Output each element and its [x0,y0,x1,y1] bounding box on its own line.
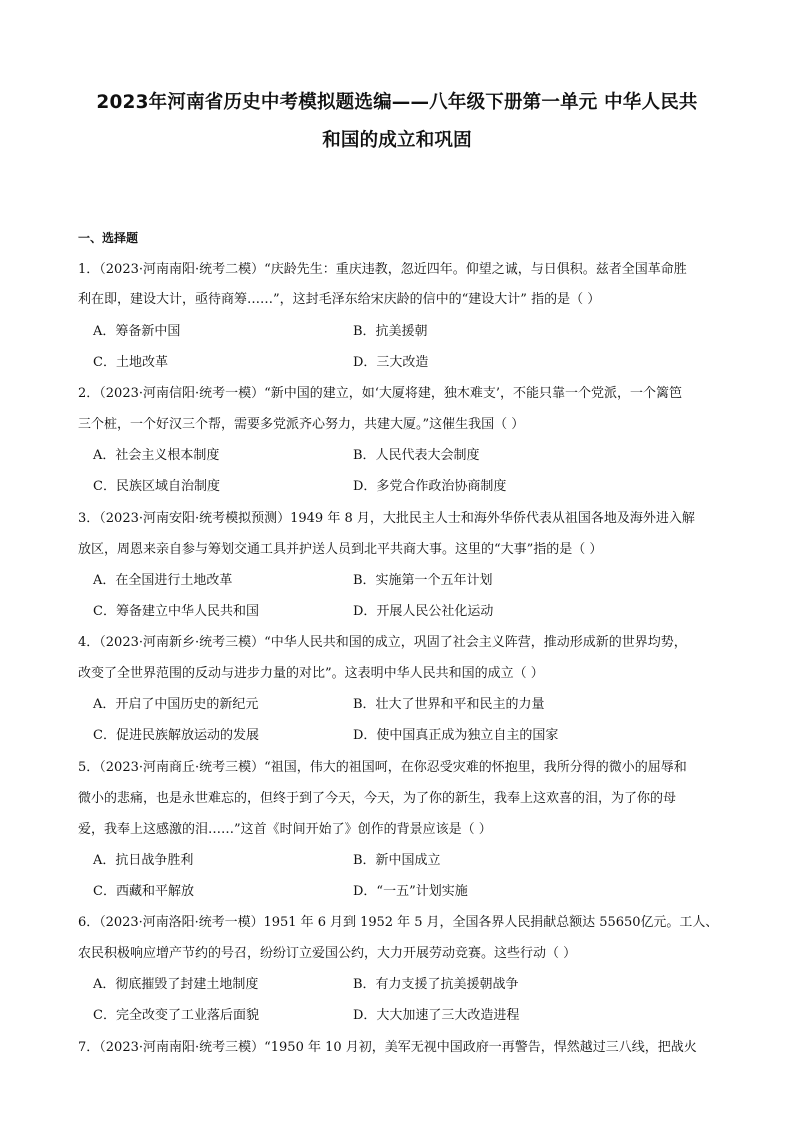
question-6-line-2: 农民积极响应增产节约的号召，纷纷订立爱国公约，大力开展劳动竞赛。这些行动（ ） [78,946,577,961]
question-3-line-1: 3．（2023·河南安阳·统考模拟预测）1949 年 8 月，大批民主人士和海外华侨代表从祖国各地及海外进入解 [78,511,695,526]
question-3-line-2: 放区，周恩来亲自参与筹划交通工具并护送人员到北平共商大事。这里的“大事”指的是（ ） [78,542,603,557]
question-4-option-a: A．开启了中国历史的新纪元 [93,697,259,712]
question-6-option-a: A．彻底摧毁了封建土地制度 [93,977,259,992]
question-4-line-2: 改变了全世界范围的反动与进步力量的对比”。这表明中华人民共和国的成立（ ） [78,666,544,681]
question-6-line-1: 6．（2023·河南洛阳·统考一模）1951 年 6 月到 1952 年 5 月，全国各界人民捐献总额达 55650亿元。工人、 [78,915,719,930]
question-7-line-1: 7．（2023·河南南阳·统考三模）“1950 年 10 月初，美军无视中国政府一再警告，悍然越过三八线，把战火 [78,1040,697,1055]
question-6-option-b: B．有力支援了抗美援朝战争 [353,977,519,992]
question-5-option-c: C．西藏和平解放 [93,884,194,899]
question-3-option-c: C．筹备建立中华人民共和国 [93,604,259,619]
question-3-option-a: A．在全国进行土地改革 [93,573,233,588]
question-1-option-a: A．筹备新中国 [93,324,181,339]
question-6-option-c: C．完全改变了工业落后面貌 [93,1008,259,1023]
document-title-line-2: 和国的成立和巩固 [322,130,472,151]
question-5-option-b: B．新中国成立 [353,853,441,868]
question-1-option-d: D．三大改造 [353,355,429,370]
question-3-option-b: B．实施第一个五年计划 [353,573,493,588]
question-3-option-d: D．开展人民公社化运动 [353,604,494,619]
question-2-line-2: 三个桩，一个好汉三个帮，需要多党派齐心努力，共建大厦。”这催生我国（ ） [78,417,525,432]
question-2-option-b: B．人民代表大会制度 [353,448,480,463]
question-2-line-1: 2．（2023·河南信阳·统考一模）“新中国的建立，如‘大厦将建，独木难支’，不能只靠一个党派，一个篱笆 [78,386,683,401]
question-2-option-c: C．民族区域自治制度 [93,479,220,494]
question-1-option-b: B．抗美援朝 [353,324,428,339]
question-6-option-d: D．大大加速了三大改造进程 [353,1008,520,1023]
question-5-option-d: D．“一五”计划实施 [353,884,468,899]
question-2-option-d: D．多党合作政治协商制度 [353,479,507,494]
section-title: 一、选择题 [78,231,139,245]
question-4-option-d: D．使中国真正成为独立自主的国家 [353,728,559,743]
question-4-option-b: B．壮大了世界和平和民主的力量 [353,697,545,712]
question-5-option-a: A．抗日战争胜利 [93,853,194,868]
question-5-line-3: 爱，我奉上这感激的泪……”这首《时间开始了》创作的背景应该是（ ） [78,822,492,837]
question-4-line-1: 4．（2023·河南新乡·统考三模）“中华人民共和国的成立，巩固了社会主义阵营，推动形成新的世界均势， [78,635,687,650]
question-5-line-2: 微小的悲痛，也是永世难忘的，但终于到了今天，今天，为了你的新生，我奉上这欢喜的泪，为了你的母 [78,791,677,806]
question-4-option-c: C．促进民族解放运动的发展 [93,728,259,743]
question-5-line-1: 5．（2023·河南商丘·统考三模）“祖国，伟大的祖国呵，在你忍受灾难的怀抱里，我所分得的微小的屈辱和 [78,760,687,775]
question-2-option-a: A．社会主义根本制度 [93,448,220,463]
question-1-line-2: 利在即，建设大计，亟待商筹……”，这封毛泽东给宋庆龄的信中的“建设大计” 指的是（ ） [78,292,601,307]
document-title-line-1: 2023年河南省历史中考模拟题选编——八年级下册第一单元 中华人民共 [96,92,698,113]
question-1-line-1: 1．（2023·河南南阳·统考二模）“庆龄先生：重庆违教，忽近四年。仰望之诚，与日俱积。兹者全国革命胜 [78,262,687,277]
question-1-option-c: C．土地改革 [93,355,168,370]
